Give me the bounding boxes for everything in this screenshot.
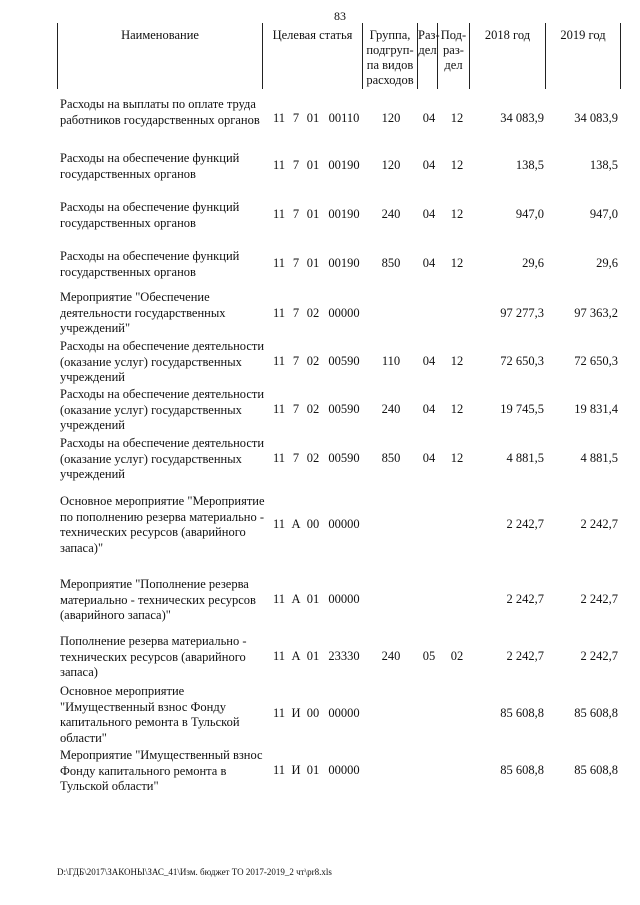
header-group-line: Группа, (369, 28, 411, 42)
row-code-program: 11 (273, 592, 286, 606)
row-value-2019: 19 831,4 (574, 402, 618, 416)
row-value-2018: 4 881,5 (506, 451, 544, 465)
row-code-program: 11 (273, 451, 286, 465)
row-group: 110 (381, 354, 401, 368)
row-name: Расходы на выплаты по оплате труда работников государственных органов (60, 97, 260, 127)
row-group: 240 (381, 402, 401, 416)
row-code-direction: 00000 (328, 706, 360, 720)
header-subsection-line: Под- (440, 28, 467, 42)
row-code-direction: 00110 (328, 111, 360, 125)
row-group: 240 (381, 207, 401, 221)
header-section-line: Раз- (418, 28, 440, 42)
row-name: Расходы на обеспечение деятельности (оказание услуг) государственных учреждений (60, 436, 265, 482)
header-year-2018: 2018 год (469, 23, 545, 89)
row-value-2019: 4 881,5 (580, 451, 618, 465)
row-name: Расходы на обеспечение функций государственных органов (60, 249, 240, 279)
row-value-2018: 97 277,3 (500, 306, 544, 320)
row-value-2018: 72 650,3 (500, 354, 544, 368)
row-code-program: 11 (273, 763, 286, 777)
row-subsection: 12 (450, 354, 464, 368)
row-value-2018: 947,0 (515, 207, 544, 221)
row-value-2018: 85 608,8 (500, 706, 544, 720)
row-code-program: 11 (273, 649, 286, 663)
row-code-direction: 00190 (328, 207, 360, 221)
row-code-event: 00 (306, 706, 320, 720)
row-code-event: 01 (306, 158, 320, 172)
row-value-2018: 2 242,7 (506, 649, 544, 663)
row-code-direction: 00000 (328, 306, 360, 320)
row-value-2019: 85 608,8 (574, 706, 618, 720)
row-value-2018: 19 745,5 (500, 402, 544, 416)
row-code-program: 11 (273, 354, 286, 368)
row-section: 04 (422, 354, 436, 368)
row-value-2019: 947,0 (589, 207, 618, 221)
row-code-direction: 00000 (328, 592, 360, 606)
row-code-subprogram: А (291, 649, 301, 663)
row-value-2018: 2 242,7 (506, 517, 544, 531)
row-section: 04 (422, 158, 436, 172)
row-code-subprogram: 7 (292, 111, 300, 125)
row-group: 240 (381, 649, 401, 663)
header-target: Целевая статья (262, 23, 362, 89)
row-code-direction: 00590 (328, 354, 360, 368)
row-name: Расходы на обеспечение деятельности (оказание услуг) государственных учреждений (60, 339, 265, 385)
row-name: Расходы на обеспечение функций государственных органов (60, 200, 240, 230)
row-value-2019: 2 242,7 (580, 649, 618, 663)
row-code-event: 02 (306, 306, 320, 320)
row-code-direction: 23330 (328, 649, 360, 663)
row-value-2019: 72 650,3 (574, 354, 618, 368)
row-code-program: 11 (273, 111, 286, 125)
row-subsection: 12 (450, 158, 464, 172)
row-code-program: 11 (273, 158, 286, 172)
row-code-subprogram: 7 (292, 402, 300, 416)
row-code-event: 01 (306, 763, 320, 777)
row-code-program: 11 (273, 207, 286, 221)
page-number: 83 (334, 9, 346, 23)
row-code-event: 02 (306, 354, 320, 368)
header-section-line: дел (418, 43, 437, 57)
row-code-program: 11 (273, 256, 286, 270)
row-group: 850 (381, 256, 401, 270)
row-value-2019: 29,6 (596, 256, 618, 270)
row-subsection: 12 (450, 402, 464, 416)
row-section: 04 (422, 111, 436, 125)
row-code-subprogram: 7 (292, 158, 300, 172)
row-name: Мероприятие "Имущественный взнос Фонду капитального ремонта в Тульской области" (60, 748, 263, 794)
header-name: Наименование (57, 23, 262, 89)
row-code-subprogram: А (291, 517, 301, 531)
row-code-program: 11 (273, 517, 286, 531)
row-name: Основное мероприятие "Имущественный взнос Фонду капитального ремонта в Тульской области" (60, 684, 240, 745)
row-value-2019: 34 083,9 (574, 111, 618, 125)
header-section (417, 23, 440, 89)
row-value-2019: 85 608,8 (574, 763, 618, 777)
row-value-2018: 34 083,9 (500, 111, 544, 125)
row-code-direction: 00590 (328, 451, 360, 465)
row-name: Мероприятие "Обеспечение деятельности государственных учреждений" (60, 290, 226, 336)
header-year-2019: 2019 год (545, 23, 621, 89)
row-subsection: 02 (450, 649, 464, 663)
row-code-subprogram: 7 (292, 207, 300, 221)
row-code-direction: 00000 (328, 517, 360, 531)
row-subsection: 12 (450, 111, 464, 125)
row-code-subprogram: 7 (292, 354, 300, 368)
row-code-event: 01 (306, 111, 320, 125)
row-value-2019: 2 242,7 (580, 592, 618, 606)
row-subsection: 12 (450, 256, 464, 270)
row-group: 120 (381, 158, 401, 172)
header-subsection (437, 23, 469, 89)
row-code-event: 01 (306, 207, 320, 221)
row-code-program: 11 (273, 706, 286, 720)
row-code-subprogram: 7 (292, 306, 300, 320)
row-section: 04 (422, 256, 436, 270)
row-subsection: 12 (450, 451, 464, 465)
row-code-event: 02 (306, 451, 320, 465)
row-name: Основное мероприятие "Мероприятие по пополнению резерва материально - технических ресурсов (аварийного запаса)" (60, 494, 265, 555)
row-code-program: 11 (273, 402, 286, 416)
file-path-footer: D:\ГДБ\2017\ЗАКОНЫ\ЗАС_41\Изм. бюджет ТО 2017-2019_2 чт\pr8.xls (57, 867, 332, 877)
row-group: 120 (381, 111, 401, 125)
row-section: 04 (422, 207, 436, 221)
row-name: Пополнение резерва материально - технических ресурсов (аварийного запаса) (60, 634, 247, 680)
row-section: 04 (422, 402, 436, 416)
row-code-program: 11 (273, 306, 286, 320)
row-value-2018: 29,6 (522, 256, 544, 270)
row-section: 04 (422, 451, 436, 465)
row-value-2019: 97 363,2 (574, 306, 618, 320)
row-code-event: 01 (306, 592, 320, 606)
row-code-direction: 00190 (328, 256, 360, 270)
header-group (362, 23, 417, 89)
row-name: Мероприятие "Пополнение резерва материально - технических ресурсов (аварийного запаса)" (60, 577, 256, 623)
row-code-direction: 00190 (328, 158, 360, 172)
row-name: Расходы на обеспечение деятельности (оказание услуг) государственных учреждений (60, 387, 265, 433)
header-subsection-line: дел (444, 58, 463, 72)
row-value-2018: 2 242,7 (506, 592, 544, 606)
row-section: 05 (422, 649, 436, 663)
header-group-line: па видов (366, 58, 414, 72)
row-value-2019: 2 242,7 (580, 517, 618, 531)
row-code-subprogram: 7 (292, 451, 300, 465)
row-value-2019: 138,5 (589, 158, 618, 172)
row-code-subprogram: И (291, 763, 301, 777)
row-value-2018: 138,5 (515, 158, 544, 172)
header-subsection-line: раз- (443, 43, 464, 57)
row-name: Расходы на обеспечение функций государственных органов (60, 151, 240, 181)
row-code-event: 00 (306, 517, 320, 531)
row-code-subprogram: А (291, 592, 301, 606)
row-code-direction: 00000 (328, 763, 360, 777)
header-group-line: подгруп- (366, 43, 414, 57)
row-code-subprogram: 7 (292, 256, 300, 270)
header-group-line: расходов (366, 73, 414, 87)
row-subsection: 12 (450, 207, 464, 221)
row-code-event: 01 (306, 256, 320, 270)
row-code-event: 02 (306, 402, 320, 416)
row-code-subprogram: И (291, 706, 301, 720)
row-code-direction: 00590 (328, 402, 360, 416)
row-code-event: 01 (306, 649, 320, 663)
row-group: 850 (381, 451, 401, 465)
row-value-2018: 85 608,8 (500, 763, 544, 777)
